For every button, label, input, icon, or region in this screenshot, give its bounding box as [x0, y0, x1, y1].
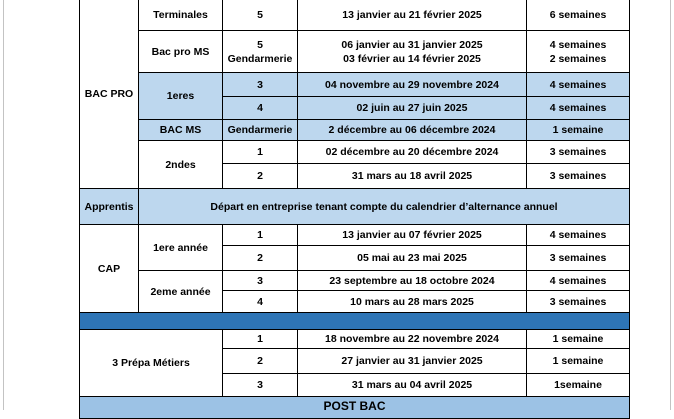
cell-period-number: 1	[223, 225, 298, 246]
cell-group-label: Apprentis	[80, 189, 139, 225]
cell-date-range: 23 septembre au 18 octobre 2024	[298, 271, 527, 291]
cell-period-number: 2	[223, 164, 298, 189]
cell-date-range: 31 mars au 18 avril 2025	[298, 164, 527, 189]
cell-class-label: Terminales	[139, 0, 223, 31]
cell-group-label: 3 Prépa Métiers	[80, 330, 223, 397]
cell-duration: 4 semaines	[527, 225, 630, 246]
cell-date-range: 02 juin au 27 juin 2025	[298, 97, 527, 120]
cell-date-range: 13 janvier au 21 février 2025	[298, 0, 527, 31]
internship-calendar-table	[79, 0, 630, 419]
cell-class-label: 2ndes	[139, 141, 223, 189]
apprentis-note: Départ en entreprise tenant compte du calendrier d’alternance annuel	[139, 189, 630, 225]
cell-duration: 4 semaines	[527, 97, 630, 120]
cell-period-number: 3	[223, 374, 298, 397]
cell-duration	[527, 31, 630, 73]
date-range-line: 03 février au 14 février 2025	[343, 52, 481, 65]
cell-period-number: 2	[223, 349, 298, 374]
cell-duration: 1 semaine	[527, 330, 630, 349]
cell-period-number: 3	[223, 271, 298, 291]
cell-date-range: 13 janvier au 07 février 2025	[298, 225, 527, 246]
cell-group-label: BAC PRO	[80, 0, 139, 189]
cell-class-label: Bac pro MS	[139, 31, 223, 73]
cell-duration: 1 semaine	[527, 120, 630, 141]
cell-class-label: 2eme année	[139, 271, 223, 313]
page-edge-right	[670, 0, 671, 410]
cell-date-range: 2 décembre au 06 décembre 2024	[298, 120, 527, 141]
cell-date-range: 04 novembre au 29 novembre 2024	[298, 73, 527, 97]
cell-date-range: 18 novembre au 22 novembre 2024	[298, 330, 527, 349]
cell-date-range: 05 mai au 23 mai 2025	[298, 246, 527, 271]
cell-duration: 3 semaines	[527, 291, 630, 313]
cell-class-label: 1eres	[139, 73, 223, 120]
cell-period-number: Gendarmerie	[223, 120, 298, 141]
cell-period-number: 4	[223, 291, 298, 313]
cell-period-number: 2	[223, 246, 298, 271]
period-number-line: Gendarmerie	[227, 52, 293, 65]
cell-period-number: 1	[223, 330, 298, 349]
cell-duration: 1semaine	[527, 374, 630, 397]
post-bac-banner: POST BAC	[80, 397, 630, 419]
duration-line: 2 semaines	[549, 52, 607, 65]
cell-period-number: 3	[223, 73, 298, 97]
cell-duration: 3 semaines	[527, 164, 630, 189]
cell-duration: 3 semaines	[527, 246, 630, 271]
cell-duration: 1 semaine	[527, 349, 630, 374]
cell-date-range	[298, 31, 527, 73]
cell-duration: 3 semaines	[527, 141, 630, 164]
cell-duration: 4 semaines	[527, 271, 630, 291]
cell-duration: 4 semaines	[527, 73, 630, 97]
cell-date-range: 10 mars au 28 mars 2025	[298, 291, 527, 313]
cell-period-number: 5	[223, 0, 298, 31]
cell-class-label: BAC MS	[139, 120, 223, 141]
cell-group-label: CAP	[80, 225, 139, 313]
cell-date-range: 27 janvier au 31 janvier 2025	[298, 349, 527, 374]
divider-band	[80, 313, 630, 330]
cell-class-label: 1ere année	[139, 225, 223, 271]
duration-line: 4 semaines	[549, 38, 607, 51]
cell-date-range: 31 mars au 04 avril 2025	[298, 374, 527, 397]
cell-duration: 6 semaines	[527, 0, 630, 31]
cell-period-number: 4	[223, 97, 298, 120]
cell-date-range: 02 décembre au 20 décembre 2024	[298, 141, 527, 164]
page-edge-left	[3, 0, 4, 410]
date-range-line: 06 janvier au 31 janvier 2025	[341, 38, 483, 51]
period-number-line: 5	[257, 38, 263, 51]
cell-period-number: 1	[223, 141, 298, 164]
cell-period-number	[223, 31, 298, 73]
